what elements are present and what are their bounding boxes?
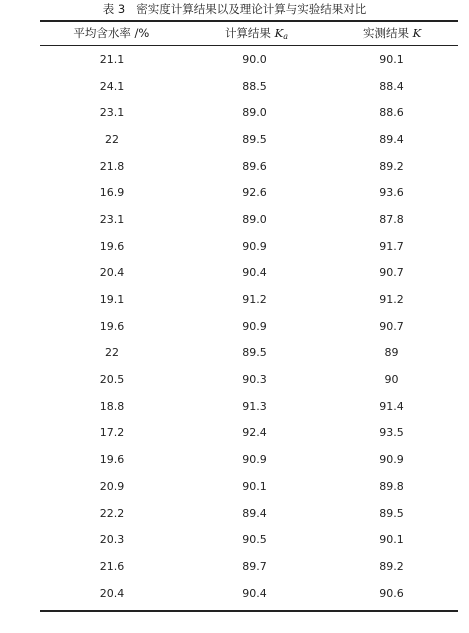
table-row (40, 340, 458, 367)
cell-avg-moisture: 16.9 (99, 186, 125, 200)
cell-measured-k: 89.4 (379, 132, 404, 146)
cell-calculated-ka: 90.5 (242, 533, 267, 547)
cell-calculated-ka: 89.6 (242, 159, 267, 173)
table-row (40, 366, 458, 393)
table-row (40, 46, 458, 73)
cell-avg-moisture: 19.6 (99, 319, 125, 333)
header-calculated-symbol: K (274, 26, 284, 40)
cell-measured-k: 89 (384, 346, 399, 360)
cell-avg-moisture: 17.2 (99, 426, 125, 440)
header-measured-result (326, 25, 458, 41)
cell-calculated-ka: 89.0 (242, 212, 267, 226)
cell-measured-k: 88.4 (379, 79, 404, 93)
cell-measured-k: 90 (384, 373, 399, 387)
table-row (40, 99, 458, 126)
table-row (40, 526, 458, 553)
cell-measured-k: 93.5 (379, 426, 404, 440)
cell-avg-moisture: 20.9 (99, 479, 125, 493)
header-calculated-subscript: a (283, 32, 288, 41)
cell-measured-k: 89.2 (379, 559, 404, 573)
table-row (40, 446, 458, 473)
table-caption: 表 3 密实度计算结果以及理论计算与实验结果对比 (102, 2, 367, 16)
cell-avg-moisture: 24.1 (99, 79, 125, 93)
cell-measured-k: 90.7 (379, 319, 404, 333)
cell-calculated-ka: 90.9 (242, 319, 267, 333)
table-row (40, 179, 458, 206)
header-calculated-result (187, 25, 327, 41)
cell-calculated-ka: 90.3 (242, 373, 267, 387)
table-row (40, 233, 458, 260)
cell-calculated-ka: 92.4 (242, 426, 267, 440)
cell-measured-k: 90.1 (379, 52, 404, 66)
cell-avg-moisture: 20.3 (99, 533, 125, 547)
table-row (40, 73, 458, 100)
cell-calculated-ka: 89.7 (242, 559, 267, 573)
header-measured-symbol: K (412, 26, 422, 40)
cell-measured-k: 91.2 (379, 293, 404, 307)
table-row (40, 553, 458, 580)
table-row (40, 206, 458, 233)
cell-measured-k: 90.1 (379, 533, 404, 547)
cell-calculated-ka: 90.4 (242, 266, 267, 280)
table-row (40, 473, 458, 500)
cell-avg-moisture: 23.1 (99, 106, 125, 120)
cell-avg-moisture: 21.1 (99, 52, 125, 66)
table-row (40, 126, 458, 153)
cell-measured-k: 91.4 (379, 399, 404, 413)
table-row (40, 153, 458, 180)
cell-avg-moisture: 22.2 (99, 506, 125, 520)
header-calculated-label: 计算结果 (224, 26, 275, 40)
table-row (40, 420, 458, 447)
cell-calculated-ka: 89.0 (242, 106, 267, 120)
cell-avg-moisture: 19.6 (99, 239, 125, 253)
cell-calculated-ka: 91.3 (242, 399, 267, 413)
cell-measured-k: 90.6 (379, 586, 404, 600)
cell-calculated-ka: 90.0 (242, 52, 267, 66)
cell-measured-k: 90.7 (379, 266, 404, 280)
cell-avg-moisture: 22 (105, 132, 119, 146)
cell-measured-k: 93.6 (379, 186, 404, 200)
cell-avg-moisture: 18.8 (99, 399, 125, 413)
cell-calculated-ka: 90.9 (242, 239, 267, 253)
cell-calculated-ka: 91.2 (242, 293, 267, 307)
cell-avg-moisture: 19.1 (99, 293, 125, 307)
cell-calculated-ka: 90.1 (242, 479, 267, 493)
cell-calculated-ka: 89.5 (242, 132, 267, 146)
cell-measured-k: 89.5 (379, 506, 404, 520)
cell-calculated-ka: 92.6 (242, 186, 267, 200)
cell-avg-moisture: 19.6 (99, 453, 125, 467)
cell-calculated-ka: 88.5 (242, 79, 267, 93)
cell-avg-moisture: 20.4 (99, 586, 125, 600)
cell-measured-k: 89.2 (379, 159, 404, 173)
table-row (40, 393, 458, 420)
cell-calculated-ka: 90.9 (242, 453, 267, 467)
table-body (40, 46, 458, 606)
table-row (40, 286, 458, 313)
cell-avg-moisture: 23.1 (99, 212, 125, 226)
cell-measured-k: 89.8 (379, 479, 404, 493)
header-avg-moisture: 平均含水率 /% (73, 26, 150, 40)
cell-measured-k: 90.9 (379, 453, 404, 467)
cell-calculated-ka: 89.4 (242, 506, 267, 520)
table-bottom-rule (40, 610, 458, 612)
table-row (40, 580, 458, 607)
header-measured-label: 实测结果 (363, 26, 413, 40)
cell-avg-moisture: 21.8 (99, 159, 125, 173)
cell-avg-moisture: 21.6 (99, 559, 125, 573)
table-header-row (40, 21, 458, 45)
cell-calculated-ka: 89.5 (242, 346, 267, 360)
cell-measured-k: 87.8 (379, 212, 404, 226)
cell-avg-moisture: 20.4 (99, 266, 125, 280)
cell-measured-k: 88.6 (379, 106, 404, 120)
cell-avg-moisture: 20.5 (99, 373, 125, 387)
cell-calculated-ka: 90.4 (242, 586, 267, 600)
table-row (40, 313, 458, 340)
cell-avg-moisture: 22 (105, 346, 119, 360)
table-row (40, 260, 458, 287)
table-row (40, 500, 458, 527)
cell-measured-k: 91.7 (379, 239, 404, 253)
